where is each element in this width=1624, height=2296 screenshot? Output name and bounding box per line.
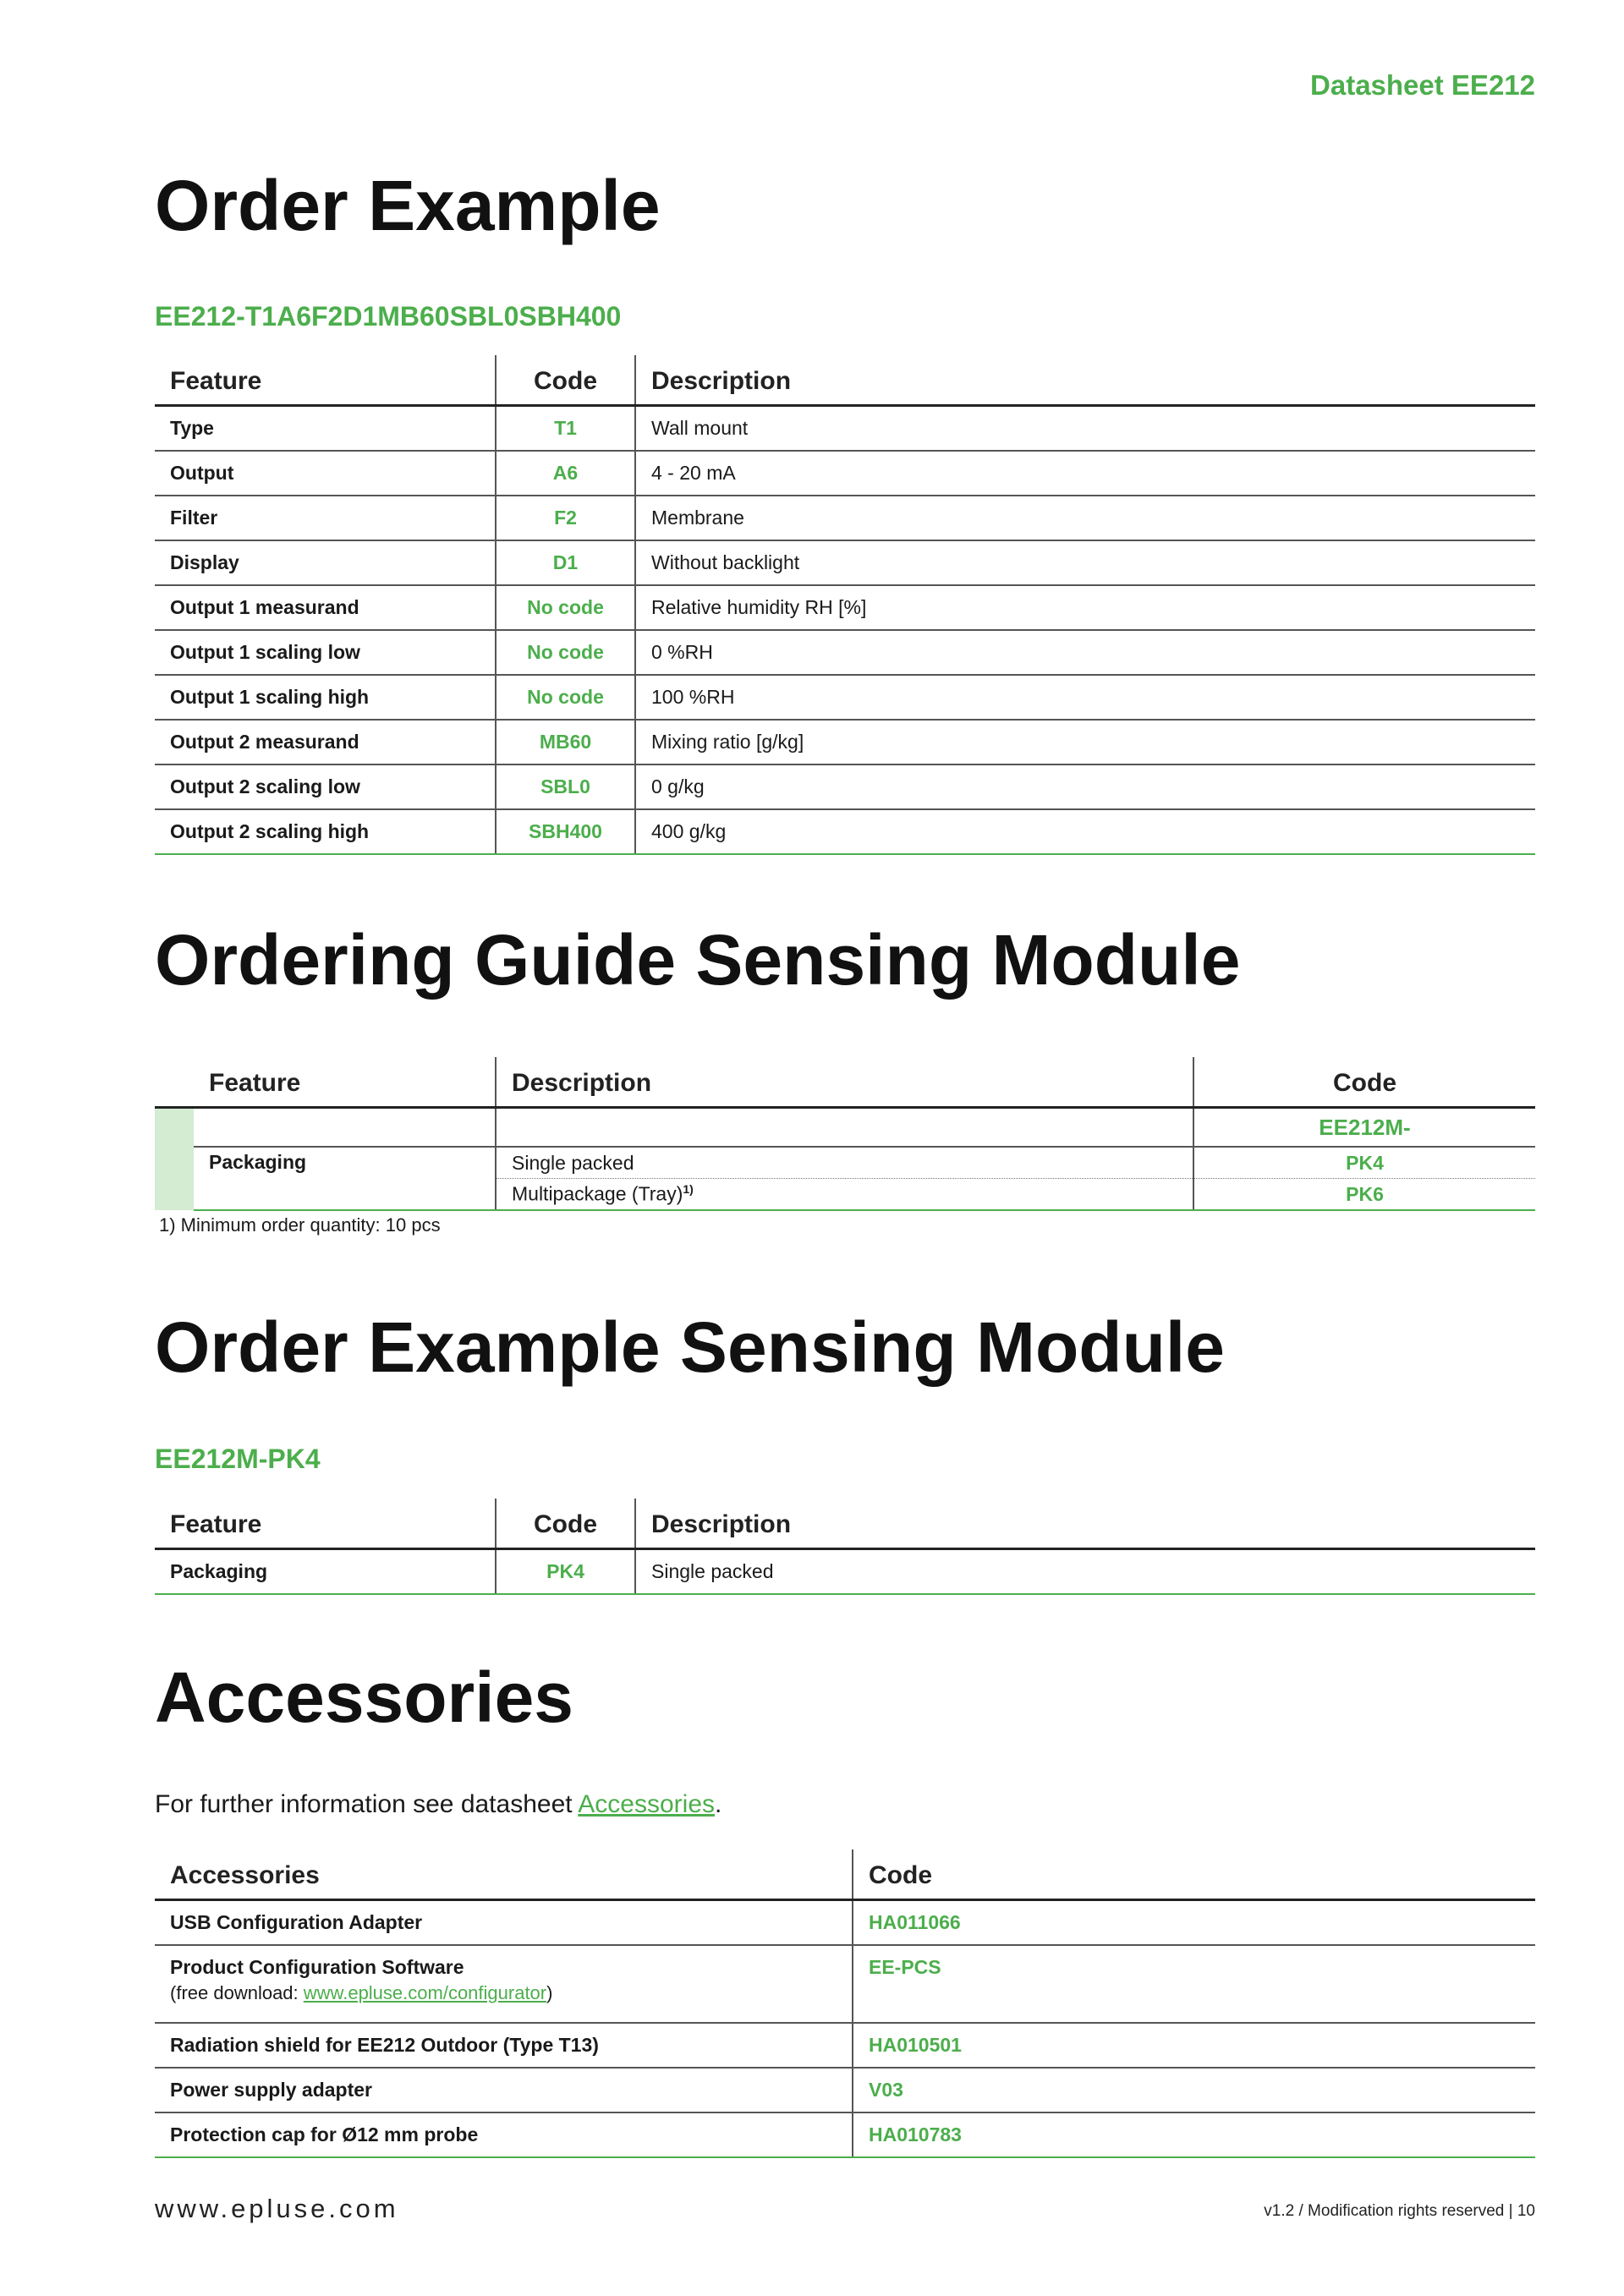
header-code: Code xyxy=(496,355,635,406)
accessory-code: EE-PCS xyxy=(853,1945,1535,2023)
accessory-code: HA010783 xyxy=(853,2112,1535,2157)
row-code: D1 xyxy=(496,540,635,585)
row-code: No code xyxy=(496,630,635,675)
header-description: Description xyxy=(635,1499,1535,1549)
row-description: Mixing ratio [g/kg] xyxy=(635,720,1535,764)
row-feature: Output 2 scaling low xyxy=(155,764,496,809)
accessory-code: HA010501 xyxy=(853,2023,1535,2068)
row-feature: Output xyxy=(155,451,496,496)
row-code: A6 xyxy=(496,451,635,496)
table-row xyxy=(155,585,1535,630)
row-feature: Display xyxy=(155,540,496,585)
row-description: Relative humidity RH [%] xyxy=(635,585,1535,630)
table-row xyxy=(155,809,1535,854)
accessory-name: Protection cap for Ø12 mm probe xyxy=(155,2112,853,2157)
row-description: Wall mount xyxy=(635,406,1535,452)
footnote: 1) Minimum order quantity: 10 pcs xyxy=(159,1214,441,1236)
row-feature: Output 1 scaling low xyxy=(155,630,496,675)
table-row xyxy=(155,1900,1535,1946)
accessory-code: HA011066 xyxy=(853,1900,1535,1946)
table-row xyxy=(155,496,1535,540)
og-option-description: Multipackage (Tray)$^{1)}$ xyxy=(496,1179,1193,1211)
row-description: Without backlight xyxy=(635,540,1535,585)
row-code: PK4 xyxy=(496,1549,635,1595)
row-description: 400 g/kg xyxy=(635,809,1535,854)
row-feature: Output 2 scaling high xyxy=(155,809,496,854)
row-code: SBH400 xyxy=(496,809,635,854)
order-example-title: Order Example xyxy=(155,166,661,245)
header-code: Code xyxy=(496,1499,635,1549)
header-feature: Feature xyxy=(155,355,496,406)
header-description: Description xyxy=(635,355,1535,406)
datasheet-label: Datasheet EE212 xyxy=(1310,69,1535,101)
row-feature: Output 2 measurand xyxy=(155,720,496,764)
accessory-name: Product Configuration Software (free download: www.epluse.com/configurator) xyxy=(155,1945,853,2023)
accessory-name: Power supply adapter xyxy=(155,2068,853,2112)
table-row xyxy=(155,1549,1535,1595)
row-description: Membrane xyxy=(635,496,1535,540)
table-row xyxy=(155,675,1535,720)
table-row xyxy=(155,2023,1535,2068)
table-row xyxy=(155,720,1535,764)
table-row xyxy=(155,2068,1535,2112)
table-row xyxy=(155,1945,1535,2023)
row-code: T1 xyxy=(496,406,635,452)
order-example-module-title: Order Example Sensing Module xyxy=(155,1307,1225,1387)
accessory-code: V03 xyxy=(853,2068,1535,2112)
green-bar xyxy=(155,1108,194,1211)
row-feature: Type xyxy=(155,406,496,452)
row-description: 4 - 20 mA xyxy=(635,451,1535,496)
order-example-module-code: EE212M-PK4 xyxy=(155,1444,321,1474)
og-option-code: PK4 xyxy=(1193,1147,1535,1179)
og-feature: Packaging xyxy=(194,1147,496,1210)
table-row xyxy=(155,630,1535,675)
row-code: SBL0 xyxy=(496,764,635,809)
row-description: 100 %RH xyxy=(635,675,1535,720)
row-feature: Filter xyxy=(155,496,496,540)
table-row xyxy=(155,764,1535,809)
configurator-link[interactable]: www.epluse.com/configurator xyxy=(303,1982,547,2003)
order-example-module-table xyxy=(155,1499,1535,1595)
accessory-name: USB Configuration Adapter xyxy=(155,1900,853,1946)
og-header-description: Description xyxy=(496,1057,1193,1108)
order-example-table xyxy=(155,355,1535,855)
ordering-guide-title: Ordering Guide Sensing Module xyxy=(155,920,1241,1000)
row-code: F2 xyxy=(496,496,635,540)
row-code: MB60 xyxy=(496,720,635,764)
accessory-name: Radiation shield for EE212 Outdoor (Type T13) xyxy=(155,2023,853,2068)
footer-version: v1.2 / Modification rights reserved | 10 xyxy=(1264,2202,1535,2220)
ordering-guide-table xyxy=(155,1057,1535,1211)
header-code: Code xyxy=(853,1849,1535,1900)
row-code: No code xyxy=(496,675,635,720)
row-code: No code xyxy=(496,585,635,630)
order-example-code: EE212-T1A6F2D1MB60SBL0SBH400 xyxy=(155,301,622,332)
row-feature: Output 1 measurand xyxy=(155,585,496,630)
row-feature: Output 1 scaling high xyxy=(155,675,496,720)
row-description: Single packed xyxy=(635,1549,1535,1595)
accessories-link[interactable]: Accessories xyxy=(578,1790,715,1818)
accessories-intro: For further information see datasheet Accessories. xyxy=(155,1790,722,1818)
og-option-code: PK6 xyxy=(1193,1179,1535,1211)
og-option-description: Single packed xyxy=(496,1147,1193,1179)
og-base-code: EE212M- xyxy=(1193,1108,1535,1148)
table-row xyxy=(155,2112,1535,2157)
header-accessories: Accessories xyxy=(155,1849,853,1900)
accessories-table xyxy=(155,1849,1535,2158)
table-row xyxy=(155,540,1535,585)
accessories-title: Accessories xyxy=(155,1658,574,1737)
footer-website: www.epluse.com xyxy=(155,2194,399,2223)
og-header-feature: Feature xyxy=(155,1057,496,1108)
row-feature: Packaging xyxy=(155,1549,496,1595)
row-description: 0 %RH xyxy=(635,630,1535,675)
og-header-code: Code xyxy=(1193,1057,1535,1108)
row-description: 0 g/kg xyxy=(635,764,1535,809)
header-feature: Feature xyxy=(155,1499,496,1549)
table-row xyxy=(155,451,1535,496)
table-row xyxy=(155,406,1535,452)
